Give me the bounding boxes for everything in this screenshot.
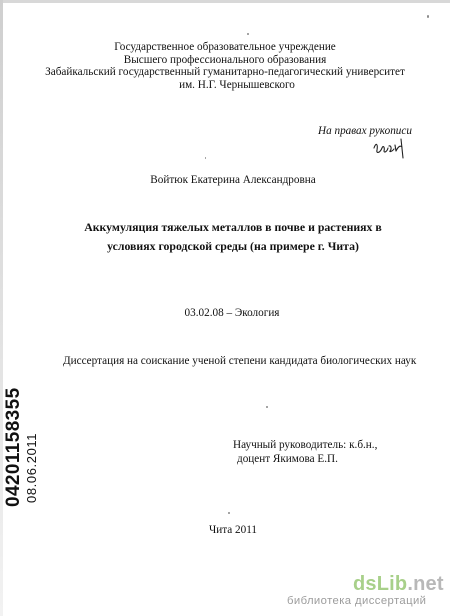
scan-speck xyxy=(205,157,206,159)
advisor-line-1: Научный руководитель: к.б.н., xyxy=(233,439,378,451)
advisor-line-2: доцент Якимова Е.П. xyxy=(237,452,338,465)
scan-speck xyxy=(247,33,249,35)
header-line-3: Забайкальский государственный гуманитарно-педагогический университет xyxy=(45,66,405,79)
dissertation-title xyxy=(0,218,450,256)
header-line-2: Высшего профессионального образования xyxy=(123,53,327,66)
scan-speck xyxy=(427,15,429,18)
header-line-1: Государственное образовательное учреждение xyxy=(114,41,336,53)
handwritten-signature xyxy=(372,136,408,160)
stamp-date: 08.06.2011 xyxy=(24,432,39,503)
stamp-number: 04201158355 xyxy=(3,387,24,507)
degree-statement: Диссертация на соискание ученой степени кандидата биологических наук xyxy=(63,355,417,367)
scan-speck xyxy=(228,512,230,514)
library-stamp xyxy=(3,387,123,507)
scientific-advisor xyxy=(233,439,377,466)
header-line-4: им. Н.Г. Чернышевского xyxy=(179,78,295,91)
manuscript-rights-note: На правах рукописи xyxy=(318,125,412,137)
title-line-1: Аккумуляция тяжелых металлов в почве и растениях в xyxy=(84,220,382,234)
scan-edge-top xyxy=(0,0,450,3)
watermark-subtitle: библиотека диссертаций xyxy=(287,595,427,607)
title-line-2: условиях городской среды (на примере г. Чита) xyxy=(107,239,359,253)
institution-header xyxy=(0,41,450,91)
city-year: Чита 2011 xyxy=(208,524,257,536)
specialty-code: 03.02.08 – Экология xyxy=(184,307,280,319)
watermark-logo-suffix: .net xyxy=(407,573,444,595)
watermark-logo xyxy=(353,573,444,596)
author-name: Войтюк Екатерина Александровна xyxy=(150,174,316,186)
watermark-logo-main: dsLib xyxy=(353,573,408,595)
scan-speck xyxy=(266,406,268,408)
